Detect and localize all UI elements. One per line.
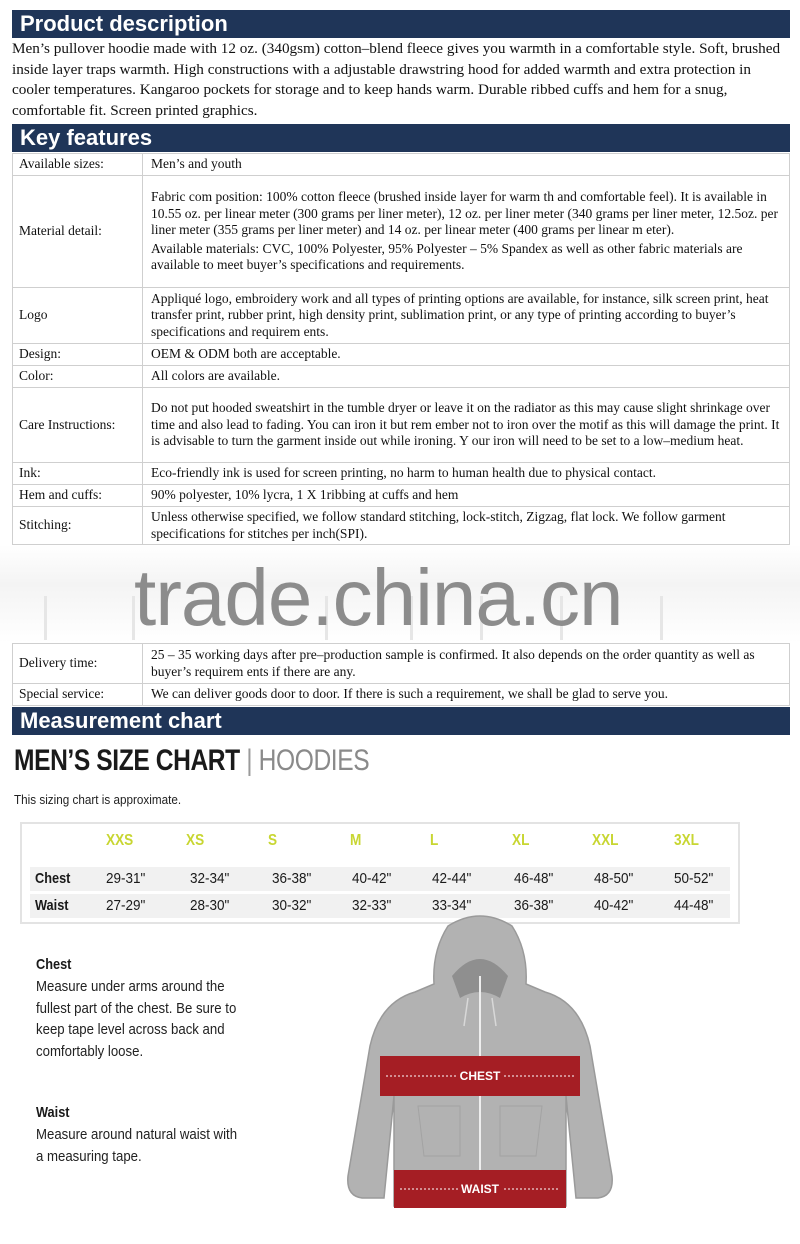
- size-cell: 36-38": [272, 870, 312, 887]
- size-cell: 33-34": [432, 897, 472, 914]
- size-cell: 44-48": [674, 897, 714, 914]
- feature-value: [143, 176, 790, 288]
- feature-value-text: Men’s and youth: [151, 156, 242, 172]
- size-cell: 42-44": [432, 870, 472, 887]
- size-chart-title-main: MEN’S SIZE CHART: [14, 744, 240, 777]
- feature-row: [13, 644, 790, 684]
- size-cell: 29-31": [106, 870, 146, 887]
- size-chart-note: This sizing chart is approximate.: [14, 792, 182, 807]
- size-row-label: Chest: [35, 870, 71, 887]
- feature-label: Stitching:: [13, 507, 143, 545]
- feature-row: [13, 388, 790, 463]
- feature-row: [13, 507, 790, 545]
- feature-label: Delivery time:: [13, 644, 143, 684]
- feature-row: [13, 288, 790, 344]
- feature-value-text: Fabric com position: 100% cotton fleece (brushed inside layer for warm th and comfortable feel). It is available in 10.55 oz. per linear meter (300 grams per liner meter), 12 oz. per liner meter (340 grams per liner meter, 12.5oz. per liner meter (355 grams per liner meter) and 14 oz. per linear meter (400 grams per linear m eter).: [151, 189, 778, 238]
- measurement-chart-heading: Measurement chart: [12, 707, 790, 735]
- size-cell: 32-33": [352, 897, 392, 914]
- size-cell: 40-42": [594, 897, 634, 914]
- size-header: XS: [186, 832, 205, 849]
- feature-value: [143, 154, 790, 176]
- feature-value: [143, 344, 790, 366]
- feature-value-text: We can deliver goods door to door. If there is such a requirement, we shall be glad to serve you.: [151, 686, 669, 702]
- waist-heading: Waist: [36, 1104, 70, 1121]
- feature-row: [13, 684, 790, 706]
- feature-label: Design:: [13, 344, 143, 366]
- feature-row: [13, 485, 790, 507]
- feature-row: [13, 176, 790, 288]
- feature-label: Ink:: [13, 463, 143, 485]
- size-header: XL: [512, 832, 530, 849]
- feature-value-text: All colors are available.: [151, 368, 280, 384]
- product-description-heading: Product description: [12, 10, 790, 38]
- feature-label: Material detail:: [13, 176, 143, 288]
- size-header: 3XL: [674, 832, 699, 849]
- size-header: XXL: [592, 832, 619, 849]
- size-cell: 46-48": [514, 870, 554, 887]
- size-header: L: [430, 832, 439, 849]
- feature-value: [143, 507, 790, 545]
- feature-value: [143, 485, 790, 507]
- hoodie-illustration: [340, 906, 620, 1226]
- feature-row: [13, 154, 790, 176]
- watermark-tick: [660, 596, 663, 640]
- key-features-table: [12, 153, 790, 545]
- size-header: XXS: [106, 832, 134, 849]
- chest-heading: Chest: [36, 956, 72, 973]
- feature-label: Care Instructions:: [13, 388, 143, 463]
- key-features-table-continued: [12, 643, 790, 706]
- feature-value-text: 25 – 35 working days after pre–production sample is confirmed. It also depends on the order quantity as well as buyer’s requirem ents if there are any.: [151, 647, 755, 679]
- feature-value-text: Available materials: CVC, 100% Polyester, 95% Polyester – 5% Spandex as well as other fabric materials are available to meet buyer’s specifications and requirements.: [151, 240, 743, 273]
- feature-value-text: OEM & ODM both are acceptable.: [151, 346, 341, 362]
- size-cell: 30-32": [272, 897, 312, 914]
- waist-band-label: WAIST: [461, 1182, 499, 1196]
- feature-value-text: Do not put hooded sweatshirt in the tumble dryer or leave it on the radiator as this may cause slight shrinkage over time and also lead to fading. You can iron it but rem ember not to iron over the motif as this will damage the print. It is advisable to turn the garment inside out while ironing. Y our iron will need to be set to a low–medium heat.: [151, 400, 780, 449]
- size-header: S: [268, 832, 278, 849]
- feature-value: [143, 463, 790, 485]
- size-cell: 28-30": [190, 897, 230, 914]
- feature-label: Available sizes:: [13, 154, 143, 176]
- size-chart-title: [14, 744, 369, 778]
- feature-label: Color:: [13, 366, 143, 388]
- size-row-label: Waist: [35, 897, 69, 914]
- feature-row: [13, 463, 790, 485]
- feature-value-text: Appliqué logo, embroidery work and all types of printing options are available, for instance, silk screen print, heat transfer print, rubber print, high density print, sublimation print, or any type of printing according to buyer’s specifications and requirem ents.: [151, 290, 769, 339]
- feature-row: [13, 366, 790, 388]
- size-header: M: [350, 832, 362, 849]
- size-chart-title-separator: |: [246, 744, 253, 777]
- key-features-heading: Key features: [12, 124, 790, 152]
- watermark-tick: [44, 596, 47, 640]
- feature-value: [143, 288, 790, 344]
- feature-value-text: Eco-friendly ink is used for screen printing, no harm to human health due to physical contact.: [151, 465, 656, 481]
- feature-value-text: 90% polyester, 10% lycra, 1 X 1ribbing at cuffs and hem: [151, 487, 459, 503]
- feature-label: Hem and cuffs:: [13, 485, 143, 507]
- size-cell: 50-52": [674, 870, 714, 887]
- product-description-text: Men’s pullover hoodie made with 12 oz. (340gsm) cotton–blend fleece gives you warmth in a comfortable style. Soft, brushed inside layer traps warmth. High constructions with a adjustable drawstring hood for added warmth and extra protection in cooler temperatures. Kangaroo pockets for storage and to keep hands warm. Durable ribbed cuffs and hem for a snug, comfortable fit. Screen printed graphics.: [12, 40, 781, 119]
- feature-value-text: Unless otherwise specified, we follow standard stitching, lock-stitch, Zigzag, flat lock. We follow garment specifications for stitches per inch(SPI).: [151, 509, 726, 541]
- size-cell: 48-50": [594, 870, 634, 887]
- feature-value: [143, 366, 790, 388]
- chest-band-label: CHEST: [459, 1069, 501, 1083]
- waist-instructions: Measure around natural waist with a measuring tape.: [36, 1126, 238, 1165]
- feature-label: Logo: [13, 288, 143, 344]
- size-cell: 36-38": [514, 897, 554, 914]
- chest-instructions: Measure under arms around the fullest part of the chest. Be sure to keep tape level across back and comfortably loose.: [36, 978, 237, 1060]
- size-chart-title-sub: HOODIES: [258, 744, 370, 777]
- size-cell: 32-34": [190, 870, 230, 887]
- feature-label: Special service:: [13, 684, 143, 706]
- watermark-text: trade.china.cn: [134, 553, 623, 642]
- feature-value: [143, 644, 790, 684]
- size-cell: 27-29": [106, 897, 146, 914]
- feature-value: [143, 388, 790, 463]
- feature-value: [143, 684, 790, 706]
- feature-row: [13, 344, 790, 366]
- size-cell: 40-42": [352, 870, 392, 887]
